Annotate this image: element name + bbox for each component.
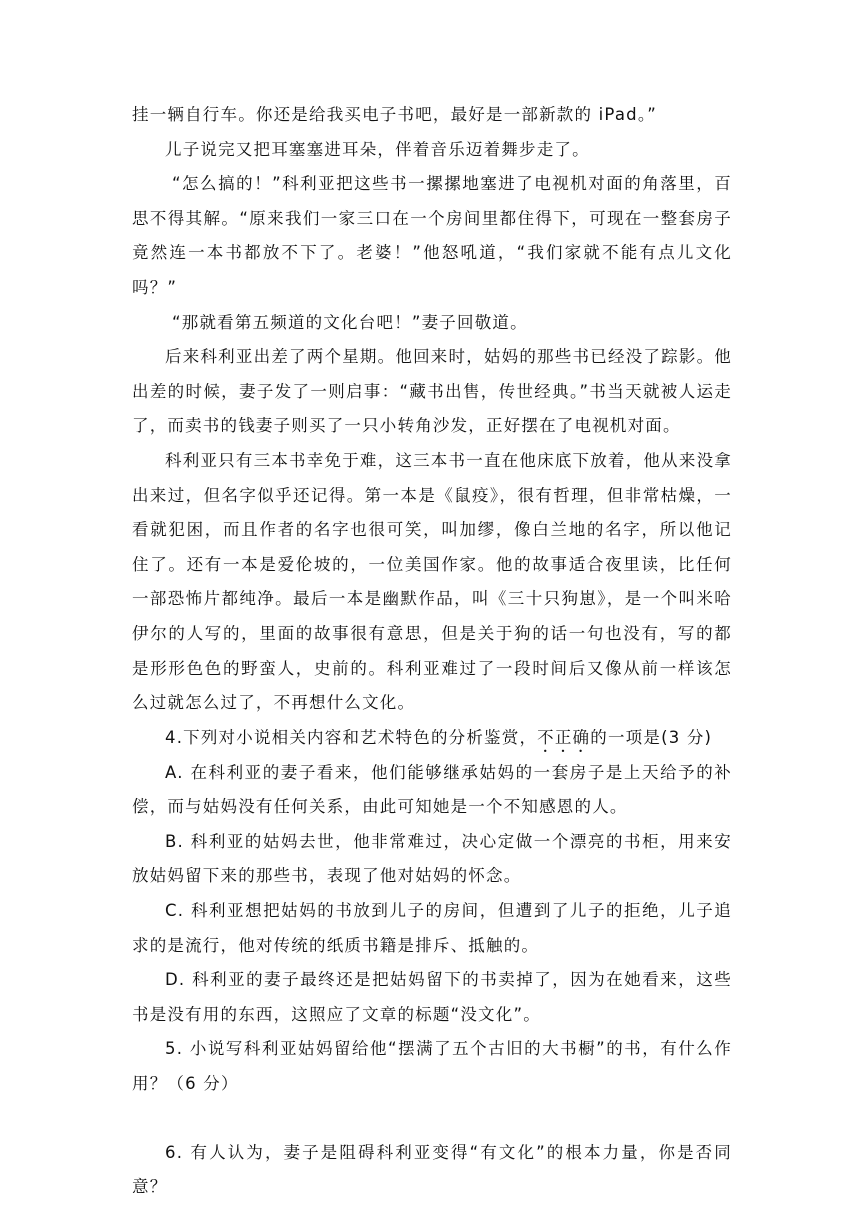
question-4-emphasis: 不正确 xyxy=(537,727,591,747)
story-paragraph-2: 儿子说完又把耳塞塞进耳朵，伴着音乐迈着舞步走了。 xyxy=(165,139,590,159)
question-4-option-c: C. 科利亚想把姑妈的书放到儿子的房间，但遭到了儿子的拒绝，儿子追求的是流行，他对传统的纸质书籍是排斥、抵触的。 xyxy=(132,901,732,955)
question-5: 5. 小说写科利亚姑妈留给他“摆满了五个古旧的大书橱”的书，有什么作用？（6 分） xyxy=(132,1039,732,1094)
story-paragraph-4: “那就看第五频道的文化台吧！”妻子回敬道。 xyxy=(172,312,528,332)
story-paragraph-5: 后来科利亚出差了两个星期。他回来时，姑妈的那些书已经没了踪影。他出差的时候，妻子发了一则启事：“藏书出售，传世经典。”书当天就被人运走了，而卖书的钱妻子则买了一只小转角沙发，正好摆在了电视机对面。 xyxy=(132,347,732,436)
question-4-text-before: 4.下列对小说相关内容和艺术特色的分析鉴赏， xyxy=(165,727,538,747)
question-4-option-b: B. 科利亚的姑妈去世，他非常难过，决心定做一个漂亮的书柜，用来安放姑妈留下来的那些书，表现了他对姑妈的怀念。 xyxy=(132,831,732,886)
story-paragraph-3: “怎么搞的！”科利亚把这些书一摞摞地塞进了电视机对面的角落里，百思不得其解。“原来我们一家三口在一个房间里都住得下，可现在一整套房子竟然连一本书都放不下了。老婆！”他怒吼道，“我们家就不能有点儿文化吗？” xyxy=(132,174,732,297)
answer-space xyxy=(132,1102,732,1136)
story-paragraph-1: 挂一辆自行车。你还是给我买电子书吧，最好是一部新款的 iPad。” xyxy=(132,105,658,124)
story-paragraph-6: 科利亚只有三本书幸免于难，这三本书一直在他床底下放着，他从来没拿出来过，但名字似乎还记得。第一本是《鼠疫》，很有哲理，但非常枯燥，一看就犯困，而且作者的名字也很可笑，叫加缪，像白兰地的名字，所以他记住了。还有一本是爱伦坡的，一位美国作家。他的故事适合夜里读，比任何一部恐怖片都纯净。最后一本是幽默作品，叫《三十只狗崽》，是一个叫米哈伊尔的人写的，里面的故事很有意思，但是关于狗的话一句也没有，写的都是形形色色的野蛮人，史前的。科利亚难过了一段时间后又像从前一样该怎么过就怎么过了，不再想什么文化。 xyxy=(132,450,732,713)
question-4-text-after: 的一项是(3 分) xyxy=(590,727,713,747)
question-4-option-a: A. 在科利亚的妻子看来，他们能够继承姑妈的一套房子是上天给予的补偿，而与姑妈没有任何关系，由此可知她是一个不知感恩的人。 xyxy=(132,762,732,817)
question-6: 6. 有人认为，妻子是阻碍科利亚变得“有文化”的根本力量，你是否同意？ xyxy=(132,1142,732,1197)
question-4-option-d: D. 科利亚的妻子最终还是把姑妈留下的书卖掉了，因为在她看来，这些书是没有用的东西，这照应了文章的标题“没文化”。 xyxy=(132,970,732,1024)
question-4-stem xyxy=(132,721,732,756)
